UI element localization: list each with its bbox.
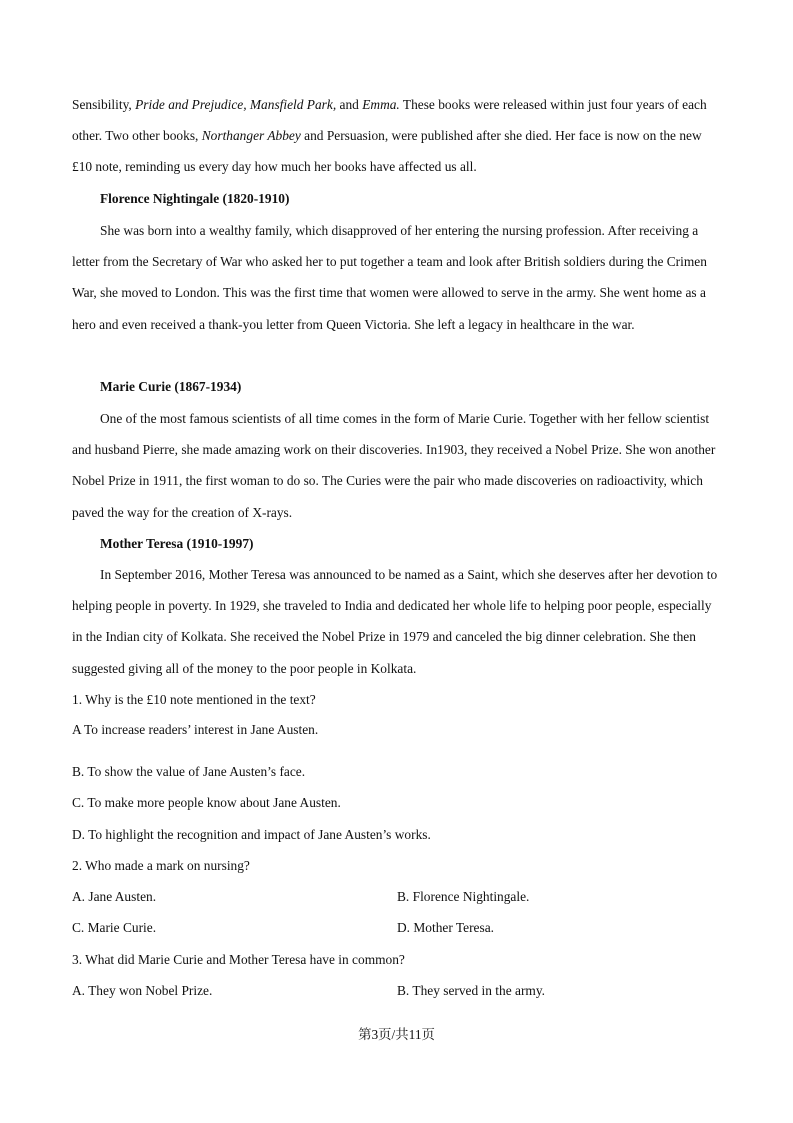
question-1-option-a: A To increase readers’ interest in Jane Austen. <box>72 722 319 737</box>
text-run: These books were released within just four years of each other. Two other books, <box>72 97 707 144</box>
book-title-northanger: Northanger Abbey <box>201 128 301 144</box>
question-1-option-c: C. To make more people know about Jane Austen. <box>72 795 341 810</box>
question-2-stem: 2. Who made a mark on nursing? <box>72 858 250 873</box>
question-2-option-b: B. Florence Nightingale. <box>397 889 530 904</box>
section-heading-nightingale: Florence Nightingale (1820-1910) <box>100 191 290 206</box>
text-run: and Persuasion, were published after she died. Her face is now on the new £10 note, reminding us every day how much her books have affected us all. <box>72 128 702 175</box>
paragraph-austen-tail <box>72 89 724 183</box>
question-3-option-a: A. They won Nobel Prize. <box>72 983 213 998</box>
page-footer-number: 第3页/共11页 <box>358 1027 435 1042</box>
book-title-emma: Emma. <box>362 97 400 112</box>
book-titles: Pride and Prejudice, Mansfield Park, <box>135 97 337 112</box>
section-heading-teresa: Mother Teresa (1910-1997) <box>100 536 254 551</box>
text-run: Sensibility, <box>72 97 136 112</box>
question-1-stem: 1. Why is the £10 note mentioned in the text? <box>72 692 316 707</box>
question-2-option-d: D. Mother Teresa. <box>397 920 494 935</box>
paragraph-curie: One of the most famous scientists of all time comes in the form of Marie Curie. Together with her fellow scientist and husband Pierre, she made amazing work on their discoveries. In1903, they received a Nobel Prize. She won another Nobel Prize in 1911, the first woman to do so. The Curies were the pair who made discoveries on radioactivity, which paved the way for the creation of X-rays. <box>72 411 716 520</box>
question-2-option-c: C. Marie Curie. <box>72 920 157 935</box>
question-3-stem: 3. What did Marie Curie and Mother Teresa have in common? <box>72 952 405 967</box>
text-run: and <box>336 97 363 112</box>
paragraph-nightingale: She was born into a wealthy family, which disapproved of her entering the nursing profession. After receiving a letter from the Secretary of War who asked her to put together a team and look after British soldiers during the Crimen War, she moved to London. This was the first time that women were allowed to serve in the army. She went home as a hero and even received a thank-you letter from Queen Victoria. She left a legacy in healthcare in the war. <box>72 223 707 332</box>
section-heading-curie: Marie Curie (1867-1934) <box>100 379 242 394</box>
paragraph-teresa: In September 2016, Mother Teresa was announced to be named as a Saint, which she deserves after her devotion to helping people in poverty. In 1929, she traveled to India and dedicated her whole life to helping poor people, especially in the Indian city of Kolkata. She received the Nobel Prize in 1979 and canceled the big dinner celebration. She then suggested giving all of the money to the poor people in Kolkata. <box>72 567 718 676</box>
question-3-option-b: B. They served in the army. <box>397 983 546 998</box>
question-1-option-d: D. To highlight the recognition and impact of Jane Austen’s works. <box>72 827 431 842</box>
question-2-option-a: A. Jane Austen. <box>72 889 157 904</box>
question-1-option-b: B. To show the value of Jane Austen’s face. <box>72 764 306 779</box>
